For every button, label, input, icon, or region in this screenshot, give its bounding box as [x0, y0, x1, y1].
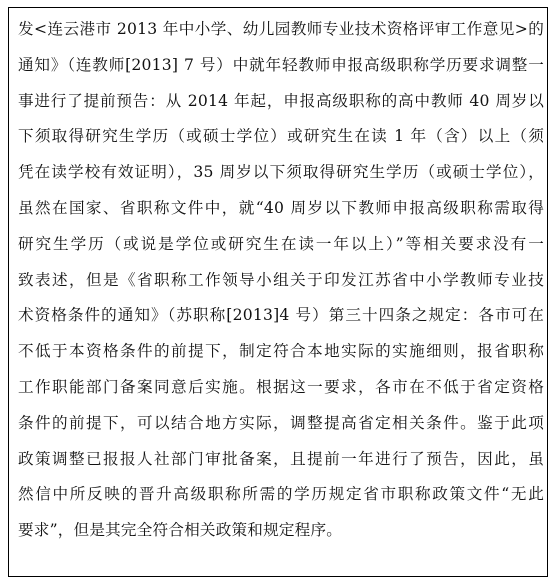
text-line: 通知》（连教师[2013] 7 号）中就年轻教师申报高级职称学历要求调整一: [18, 55, 544, 74]
text-line: 发<连云港市 2013 年中小学、幼儿园教师专业技术资格评审工作意见>的: [18, 20, 544, 38]
text-line: 要求”，但是其完全符合相关政策和规定程序。: [18, 521, 343, 540]
document-text-block: [18, 12, 544, 549]
text-line: 工作职能部门备案同意后实施。根据这一要求，各市在不低于省定资格: [18, 377, 544, 396]
text-line: 事进行了提前预告：从 2014 年起，申报高级职称的高中教师 40 周岁以: [18, 91, 544, 110]
document-frame: [8, 7, 548, 577]
text-line: 虽然在国家、省职称文件中，就“40 周岁以下教师申报高级职称需取得: [18, 198, 544, 217]
text-line: 研究生学历（或说是学位或研究生在读一年以上）”等相关要求没有一: [18, 234, 544, 253]
text-line: 条件的前提下，可以结合地方实际，调整提高省定相关条件。鉴于此项: [18, 413, 544, 432]
text-line: 然信中所反映的晋升高级职称所需的学历规定省市职称政策文件“无此: [18, 485, 544, 504]
text-line: 不低于本资格条件的前提下，制定符合本地实际的实施细则，报省职称: [18, 342, 544, 361]
text-line: 凭在读学校有效证明），35 周岁以下须取得研究生学历（或硕士学位），: [18, 163, 544, 182]
text-line: 致表述，但是《省职称工作领导小组关于印发江苏省中小学教师专业技: [18, 270, 544, 289]
text-line: 政策调整已报报人社部门审批备案，且提前一年进行了预告，因此，虽: [18, 449, 544, 468]
text-line: 术资格条件的通知》（苏职称[2013]4 号）第三十四条之规定：各市可在: [18, 306, 544, 325]
text-line: 下须取得研究生学历（或硕士学位）或研究生在读 1 年（含）以上（须: [18, 127, 544, 146]
